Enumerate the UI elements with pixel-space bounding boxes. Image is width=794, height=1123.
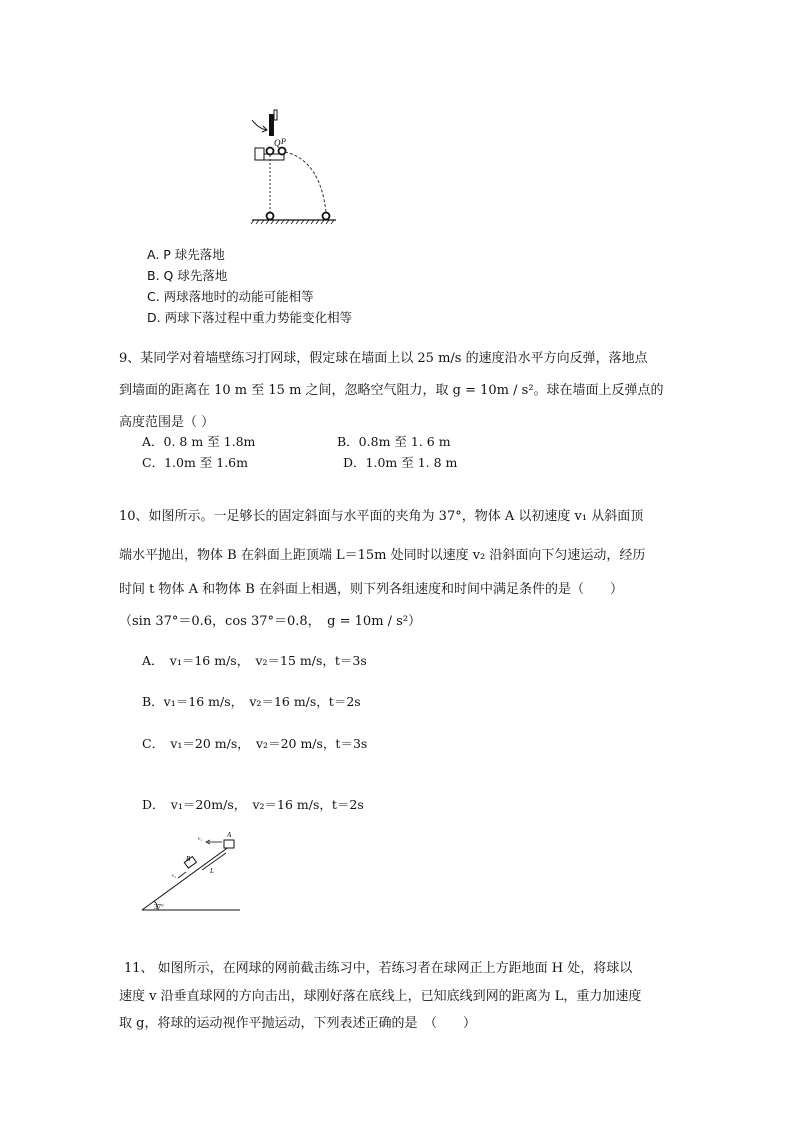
q10-line-4: （sin 37°＝0.6，cos 37°＝0.8， g = 10m / s²）	[119, 614, 422, 629]
q10-angle-label: 37°	[154, 903, 164, 911]
q11-line-1: 11、 如图所示，在网球的网前截击练习中，若练习者在球网正上方距地面 H 处，将球以	[124, 961, 633, 976]
q10-label-a: A	[227, 831, 232, 839]
q10-option-b: B．v₁＝16 m/s， v₂＝16 m/s，t＝2s	[142, 694, 361, 709]
q10-option-a: A． v₁＝16 m/s， v₂＝15 m/s，t＝3s	[142, 653, 367, 668]
q10-label-v1: v₁	[198, 837, 202, 842]
q10-label-b: B	[186, 855, 191, 863]
q11-line-2: 速度 v 沿垂直球网的方向击出，球刚好落在底线上，已知底线到网的距离为 L，重力加速度	[119, 989, 642, 1004]
q9-line-1: 9、某同学对着墙壁练习打网球，假定球在墙面上以 25 m/s 的速度沿水平方向反弹，落地点	[119, 351, 648, 366]
q10-line-1: 10、如图所示。一足够长的固定斜面与水平面的夹角为 37°，物体 A 以初速度 v₁ 从斜面顶	[119, 509, 644, 524]
q8-label-q: Q	[274, 138, 281, 148]
q8-option-d: D. 两球下落过程中重力势能变化相等	[147, 310, 353, 325]
q10-label-l: L	[210, 867, 214, 875]
q10-option-c: C． v₁＝20 m/s， v₂＝20 m/s，t＝3s	[142, 736, 368, 751]
q11-line-3: 取 g，将球的运动视作平抛运动，下列表述正确的是 （ ）	[119, 1016, 476, 1031]
q9-option-c: C．1.0m 至 1.6m	[142, 455, 248, 470]
q9-option-b: B．0.8m 至 1. 6 m	[337, 434, 451, 449]
q10-option-d: D． v₁＝20m/s， v₂＝16 m/s，t＝2s	[142, 797, 364, 812]
q8-option-a: A. P 球先落地	[147, 247, 225, 262]
q8-option-c: C. 两球落地时的动能可能相等	[147, 289, 314, 304]
q8-label-p: P	[281, 137, 286, 146]
q10-incline-figure	[140, 828, 244, 916]
q8-figure	[244, 108, 344, 230]
q9-option-a: A．0. 8 m 至 1.8m	[142, 434, 256, 449]
q10-label-v2: v₂	[172, 874, 176, 879]
q9-option-d: D．1.0m 至 1. 8 m	[343, 455, 458, 470]
q9-line-2: 到墙面的距离在 10 m 至 15 m 之间，忽略空气阻力，取 g = 10m / s²。球在墙面上反弹点的	[119, 383, 664, 398]
q10-line-2: 端水平抛出，物体 B 在斜面上距顶端 L＝15m 处同时以速度 v₂ 沿斜面向下匀速运动，经历	[119, 548, 646, 563]
q10-line-3: 时间 t 物体 A 和物体 B 在斜面上相遇，则下列各组速度和时间中满足条件的是（ ）	[119, 582, 623, 597]
q8-option-b: B. Q 球先落地	[147, 268, 228, 283]
q9-line-3: 高度范围是（ ）	[119, 415, 215, 430]
